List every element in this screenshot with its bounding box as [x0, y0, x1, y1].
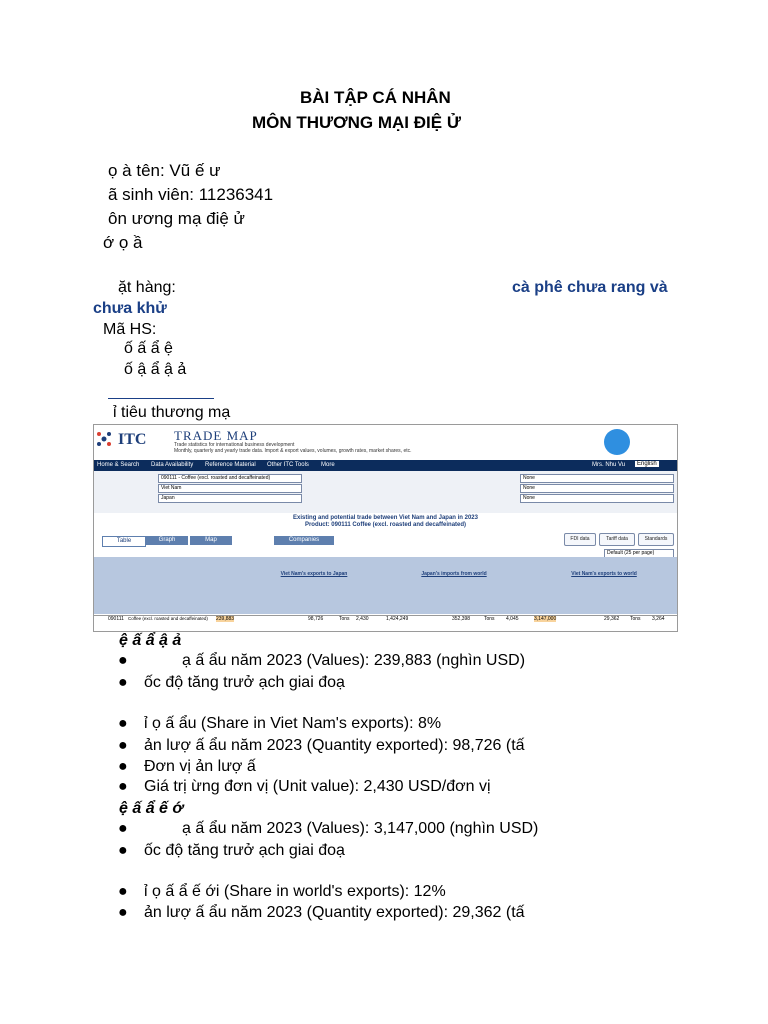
partner-group-select[interactable]: None — [520, 494, 674, 503]
product-select[interactable]: 090111 - Coffee (excl. roasted and decaffeinated) — [158, 474, 302, 483]
table-row — [94, 615, 677, 624]
chart-badge-icon — [604, 429, 630, 455]
trademap-caption-2: Product: 090111 Coffee (excl. roasted and decaffeinated) — [304, 522, 467, 528]
tab-map[interactable]: Map — [190, 536, 232, 545]
product-value-1: cà phê chưa rang và — [512, 279, 668, 296]
tab-graph[interactable]: Graph — [146, 536, 188, 545]
row-v8: 1,424,249 — [386, 616, 409, 622]
section1-item-2: ● ốc độ tăng trưở ạch giai đoạ — [118, 674, 345, 691]
section2-item-3: ● ỉ ọ ấ ẩ ế ới (Share in world's exports): 12% — [118, 883, 446, 900]
section1-item-5: ● Đơn vị ản lượ ấ — [118, 758, 256, 775]
country-select[interactable]: Viet Nam — [158, 484, 302, 493]
row-v7: 2,430 — [356, 616, 369, 622]
trademap-form — [94, 471, 677, 513]
row-v17: 29,362 — [604, 616, 620, 622]
product-value-2: chưa khử — [93, 300, 167, 317]
table-header — [94, 557, 677, 614]
trademap-nav — [94, 460, 677, 471]
student-id: ã sinh viên: 11236341 — [108, 185, 274, 204]
tab-table[interactable]: Table — [102, 536, 146, 547]
row-v11: 352,398 — [452, 616, 471, 622]
partner-select[interactable]: Japan — [158, 494, 302, 503]
section1-item-4: ● ản lượ ấ ẩu năm 2023 (Quantity exported): 98,726 (tấ — [118, 737, 525, 754]
title-line-1: BÀI TẬP CÁ NHÂN — [300, 88, 451, 107]
row-v6: Tons — [339, 616, 350, 622]
trademap-subtitle: Trade statistics for international business development — [174, 442, 295, 448]
nav-data[interactable]: Data Availability — [151, 462, 194, 468]
itc-label: ITC — [118, 431, 147, 448]
student-name: ọ à tên: Vũ ế ư — [108, 161, 221, 180]
row-code: 090111 — [108, 616, 124, 622]
product-label: ặt hàng: — [118, 279, 176, 296]
row-v5: 98,726 — [308, 616, 324, 622]
nav-home[interactable]: Home & Search — [97, 462, 140, 468]
row-v18: Tons — [630, 616, 641, 622]
fdi-button[interactable]: FDI data — [564, 533, 596, 546]
section1-item-6: ● Giá trị ừng đơn vị (Unit value): 2,430 USD/đơn vị — [118, 778, 491, 795]
hs-line-a: ố ấ ẩ ệ — [124, 340, 173, 357]
lang-select[interactable]: English — [637, 461, 657, 467]
row-v14: 3,147,000 — [534, 616, 557, 622]
nav-more[interactable]: More — [321, 462, 335, 468]
itc-logo-icon — [94, 429, 114, 449]
section2-item-1: ● ạ ấ ẩu năm 2023 (Values): 3,147,000 (nghìn USD) — [118, 820, 539, 837]
group-header-3: Viet Nam's exports to world — [571, 571, 637, 577]
group-header-2: Japan's imports from world — [421, 571, 487, 577]
nav-reference[interactable]: Reference Material — [205, 462, 256, 468]
indicator-heading: ỉ tiêu thương mạ — [113, 404, 231, 421]
product-group-select[interactable]: None — [520, 474, 674, 483]
class-name: ớ ọ ầ — [103, 233, 143, 252]
trademap-caption-1: Existing and potential trade between Viet Nam and Japan in 2023 — [293, 515, 478, 521]
title-line-2: MÔN THƯƠNG MẠI ĐIỆ Ử — [252, 113, 461, 132]
trademap-subtitle-2: Monthly, quarterly and yearly trade data. Import & export values, volumes, growth rates, market shares, etc. — [174, 448, 412, 454]
link-underline[interactable] — [108, 398, 214, 399]
nav-tools[interactable]: Other ITC Tools — [267, 462, 309, 468]
nav-user[interactable]: Mrs. Nhu Vu — [592, 462, 626, 468]
row-v1: 239,883 — [216, 616, 235, 622]
row-v13: 4,045 — [506, 616, 519, 622]
trademap-brand: TRADE MAP — [174, 428, 258, 443]
row-v12: Tons — [484, 616, 495, 622]
section2-heading: ệ ấ ẩ ế ớ — [119, 800, 184, 817]
section1-item-3: ● ỉ ọ ấ ẩu (Share in Viet Nam's exports): 8% — [118, 715, 442, 732]
row-v19: 3,264 — [652, 616, 665, 622]
section1-item-1: ● ạ ấ ẩu năm 2023 (Values): 239,883 (nghìn USD) — [118, 652, 526, 669]
trademap-screenshot — [93, 424, 678, 632]
rows-per-page-select[interactable]: Default (25 per page) — [604, 549, 674, 558]
row-label[interactable]: Coffee (excl. roasted and decaffeinated) — [128, 616, 208, 621]
section1-heading: ệ ấ ẩ ậ ả — [119, 632, 182, 649]
group-header-1: Viet Nam's exports to Japan — [280, 571, 348, 577]
standards-button[interactable]: Standards — [638, 533, 674, 546]
tariff-button[interactable]: Tariff data — [599, 533, 635, 546]
section2-item-4: ● ản lượ ấ ẩu năm 2023 (Quantity exported): 29,362 (tấ — [118, 904, 525, 921]
hs-label: Mã HS: — [103, 321, 157, 338]
trademap-header — [94, 425, 677, 459]
section2-item-2: ● ốc độ tăng trưở ạch giai đoạ — [118, 842, 345, 859]
tab-companies[interactable]: Companies — [274, 536, 334, 545]
country-group-select[interactable]: None — [520, 484, 674, 493]
hs-line-b: ố ậ ẩ ậ ả — [124, 361, 187, 378]
course-name: ôn ương mạ điệ ử — [108, 209, 245, 228]
